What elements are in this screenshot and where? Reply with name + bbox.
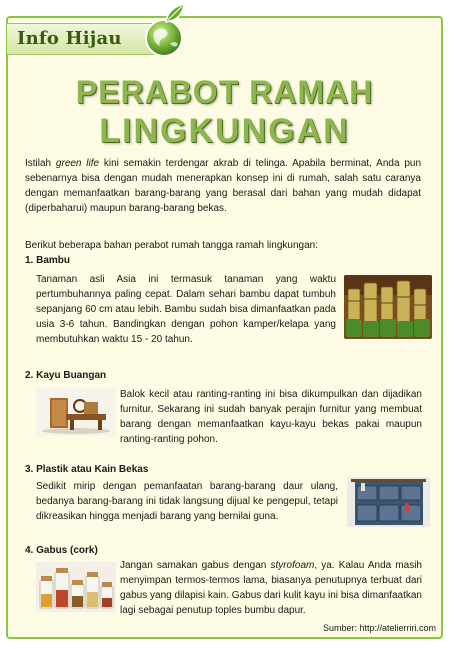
fabric-organizer-photo xyxy=(347,477,430,527)
bamboo-vases-photo xyxy=(344,275,432,339)
gabus-text-end: , ya. Kalau Anda masih menyimpan termos-termos lama, biasanya penutupnya terbuat dari gabus yang dilapisi kain. Gabus dari kulit kayu ini bisa dimanfaatkan lagi sebagai penutup toples bumbu dapur. xyxy=(120,560,422,616)
globe-leaf-icon xyxy=(142,2,192,58)
source-credit: Sumber: http://atelierriri.com xyxy=(322,623,436,633)
gabus-emphasis: styrofoam xyxy=(270,560,315,571)
item-text-kayu: Balok kecil atau ranting-ranting ini bisa dikumpulkan dan dijadikan furnitur. Sekarang ini sudah banyak perajin furnitur yang membuat barang dengan memanfaatkan kayu-kayu bekas pakai maupun ranting-ranting pohon. xyxy=(120,389,422,445)
intro-text-start: Istilah xyxy=(25,158,56,169)
item-heading-kayu: 2. Kayu Buangan xyxy=(25,370,107,381)
item-heading-gabus: 4. Gabus (cork) xyxy=(25,545,98,556)
wooden-furniture-photo xyxy=(36,388,116,436)
intro-text-end: kini semakin terdengar akrab di telinga. Apabila berminat, Anda pun sebenarnya bisa dengan mudah menerapkan konsep ini di rumah, salah satu caranya dengan memanfaatkan barang-barang yang berasal dari bahan yang mudah didapat (diperbaharui) maupun barang-barang bekas. xyxy=(25,158,422,214)
item-text-gabus xyxy=(120,558,422,618)
item-text-plastik: Sedikit mirip dengan pemanfaatan barang-barang daur ulang, bedanya barang-barang ini tidak langsung dijual ke pengepul, tetapi dikreasikan hingga menjadi barang yang bernilai guna. xyxy=(36,481,338,522)
item-text-bambu: Tanaman asli Asia ini termasuk tanaman yang waktu pertumbuhannya paling cepat. Dalam sehari bambu dapat tumbuh sepanjang 60 cm atau lebih. Bambu sudah bisa dimanfaatkan pada usia 3-6 tahun. Bandingkan dengan pohon kamper/kelapa yang membutuhkan waktu 15 - 20 tahun. xyxy=(36,274,336,345)
item-heading-plastik: 3. Plastik atau Kain Bekas xyxy=(25,464,149,475)
intro-emphasis: green life xyxy=(55,158,100,169)
item-heading-bambu: 1. Bambu xyxy=(25,255,71,266)
cork-jars-photo xyxy=(36,562,116,612)
title-line-1: PERABOT RAMAH xyxy=(75,74,374,110)
intro-paragraph xyxy=(25,156,421,216)
gabus-text-start: Jangan samakan gabus dengan xyxy=(120,560,271,571)
list-intro: Berikut beberapa bahan perabot rumah tangga ramah lingkungan: xyxy=(25,240,318,251)
badge-label: Info Hijau xyxy=(17,28,122,49)
title-line-2: LINGKUNGAN xyxy=(99,112,350,150)
